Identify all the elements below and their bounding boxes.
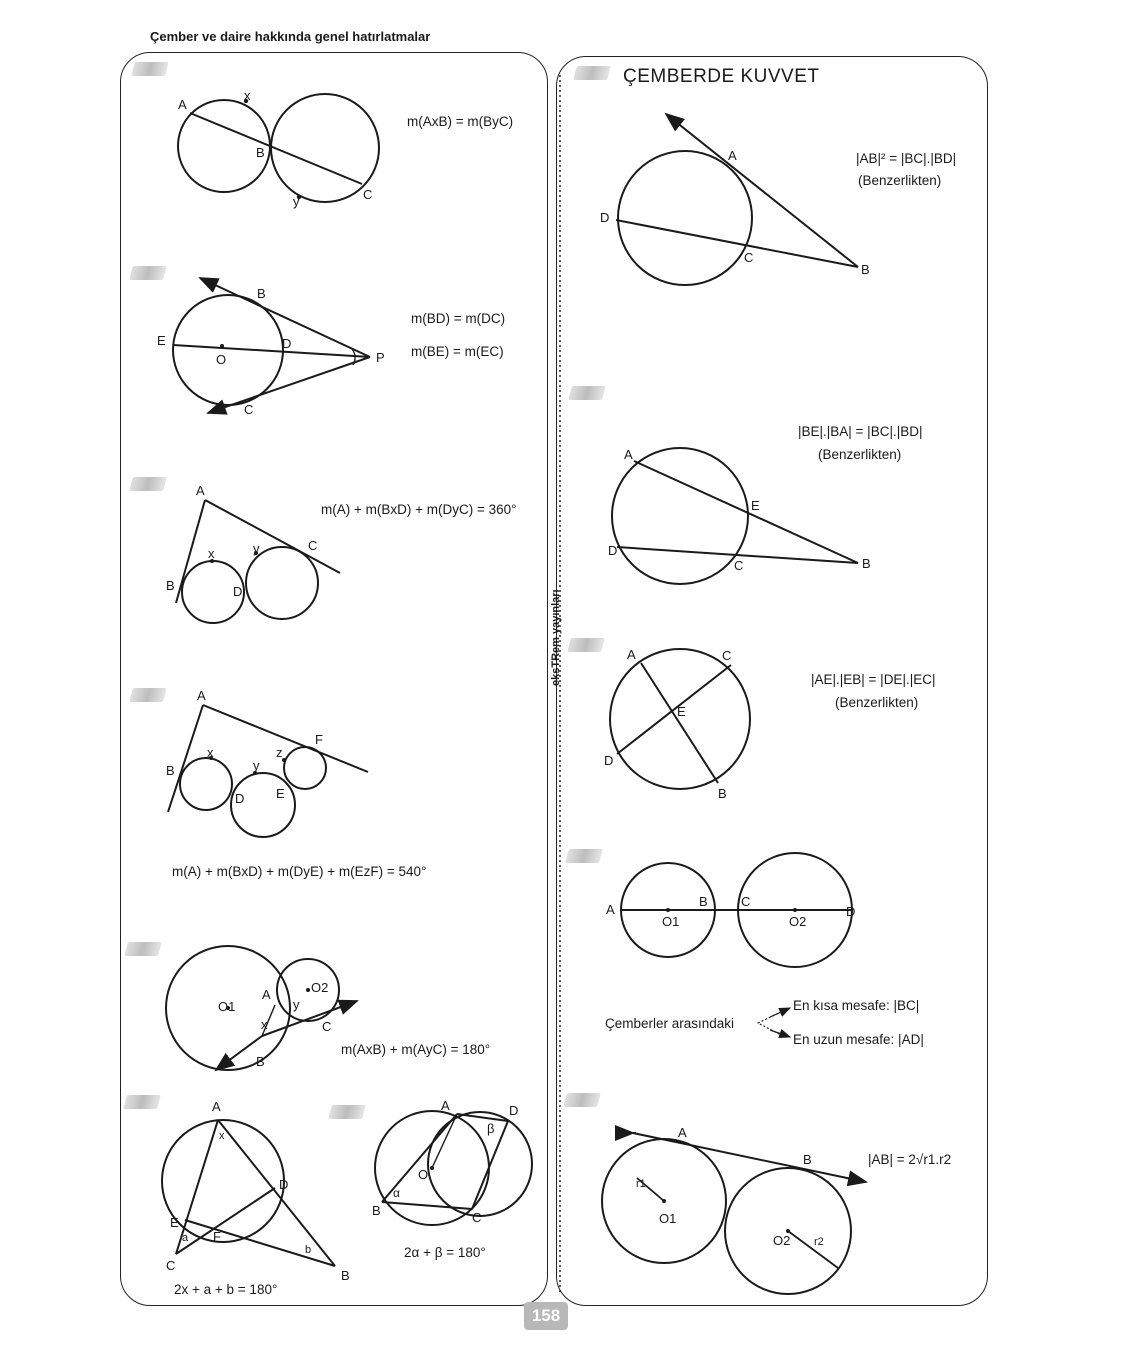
- point-label: B: [257, 286, 266, 301]
- point-label: A: [606, 902, 615, 917]
- equation-note: (Benzerlikten): [858, 173, 942, 188]
- point-label: x: [207, 745, 214, 760]
- point-label: a: [182, 1232, 189, 1244]
- point-label: C: [322, 1019, 332, 1034]
- equation: m(A) + m(BxD) + m(DyC) = 360°: [321, 502, 517, 517]
- longest-distance: En uzun mesafe: |AD|: [793, 1032, 924, 1047]
- point-label: B: [341, 1268, 350, 1283]
- equation: |AE|.|EB| = |DE|.|EC|: [811, 672, 936, 687]
- point-label: D: [235, 791, 245, 806]
- equation: m(AxB) = m(ByC): [407, 114, 514, 129]
- point-label: B: [166, 763, 175, 778]
- point-label: A: [441, 1098, 450, 1113]
- point-label: A: [196, 483, 205, 498]
- point-label: A: [262, 987, 271, 1002]
- point-label: D: [604, 753, 614, 768]
- page-title: Çember ve daire hakkında genel hatırlatmalar: [150, 29, 431, 44]
- point-label: E: [157, 333, 166, 348]
- figure-power-tangent-secant: [616, 114, 858, 285]
- point-label: α: [393, 1186, 400, 1200]
- point-label: B: [256, 145, 265, 160]
- figure-external-tangent-circles: [166, 946, 357, 1070]
- point-label: F: [213, 1229, 221, 1244]
- page-number: 158: [524, 1302, 568, 1330]
- figure-common-tangent: [602, 1133, 866, 1294]
- point-label: E: [170, 1215, 179, 1230]
- point-label: C: [472, 1210, 482, 1225]
- point-label: C: [734, 558, 744, 573]
- point-label: D: [846, 904, 856, 919]
- shortest-distance: En kısa mesafe: |BC|: [793, 998, 920, 1013]
- distance-lead: Çemberler arasındaki: [605, 1016, 735, 1031]
- point-label: y: [293, 997, 300, 1012]
- point-label: D: [509, 1103, 519, 1118]
- figure-angle-three-circles: [168, 705, 368, 837]
- point-label: x: [261, 1017, 268, 1032]
- point-label: b: [305, 1244, 312, 1256]
- point-label: B: [718, 786, 727, 801]
- point-label: B: [803, 1152, 812, 1167]
- point-label: D: [279, 1177, 289, 1192]
- point-label: y: [253, 541, 260, 556]
- section-title: ÇEMBERDE KUVVET: [623, 66, 820, 87]
- equation: 2x + a + b = 180°: [174, 1282, 278, 1297]
- figure-two-intersecting-circles: [375, 1111, 532, 1225]
- point-label: C: [308, 538, 318, 553]
- point-label: x: [244, 88, 251, 103]
- point-label: r1: [636, 1178, 646, 1190]
- point-label: O: [418, 1167, 429, 1182]
- equation: m(BD) = m(DC): [411, 311, 506, 326]
- equation-note: (Benzerlikten): [818, 447, 902, 462]
- point-label: O2: [789, 914, 807, 929]
- figure-power-intersecting-chords: [610, 649, 750, 789]
- point-label: A: [627, 647, 636, 662]
- point-label: O1: [662, 914, 680, 929]
- figure-two-tangent-circles: [178, 94, 379, 202]
- figure-angle-two-circles: [176, 500, 340, 623]
- point-label: O2: [311, 980, 329, 995]
- equation: |BE|.|BA| = |BC|.|BD|: [798, 424, 923, 439]
- point-label: P: [376, 350, 385, 365]
- point-label: A: [624, 447, 633, 462]
- point-label: A: [728, 148, 737, 163]
- point-label: C: [744, 250, 754, 265]
- point-label: C: [166, 1258, 176, 1273]
- point-label: A: [178, 97, 187, 112]
- point-label: E: [677, 704, 686, 719]
- equation: 2α + β = 180°: [404, 1245, 486, 1260]
- point-label: B: [861, 262, 870, 277]
- point-label: B: [862, 556, 871, 571]
- point-label: x: [219, 1130, 225, 1142]
- point-label: E: [276, 786, 285, 801]
- point-label: y: [293, 194, 300, 209]
- equation: m(A) + m(BxD) + m(DyE) + m(EzF) = 540°: [172, 864, 427, 879]
- equation: m(BE) = m(EC): [411, 344, 504, 359]
- point-label: B: [699, 894, 708, 909]
- point-label: r2: [814, 1236, 824, 1248]
- point-label: O1: [218, 999, 236, 1014]
- point-label: E: [751, 498, 760, 513]
- point-label: C: [363, 187, 373, 202]
- point-label: D: [233, 584, 243, 599]
- point-label: C: [244, 402, 254, 417]
- equation: m(AxB) + m(AyC) = 180°: [341, 1042, 491, 1057]
- point-label: β: [487, 1121, 495, 1136]
- point-label: O1: [659, 1211, 677, 1226]
- equation: |AB| = 2√r1.r2: [868, 1152, 952, 1167]
- point-label: D: [600, 210, 610, 225]
- point-label: A: [678, 1125, 687, 1140]
- point-label: x: [208, 546, 215, 561]
- point-label: O: [216, 352, 227, 367]
- point-label: C: [722, 648, 732, 663]
- point-label: F: [315, 732, 323, 747]
- equation: |AB|² = |BC|.|BD|: [856, 151, 957, 166]
- point-label: y: [253, 758, 260, 773]
- point-label: B: [256, 1054, 265, 1069]
- point-label: A: [197, 688, 206, 703]
- publisher-side-text: eksTRem yayınları: [550, 589, 562, 686]
- point-label: B: [372, 1203, 381, 1218]
- point-label: A: [212, 1099, 221, 1114]
- point-label: B: [166, 578, 175, 593]
- equation-note: (Benzerlikten): [835, 695, 919, 710]
- point-label: C: [741, 894, 751, 909]
- point-label: D: [608, 543, 618, 558]
- point-label: D: [282, 336, 292, 351]
- figure-tangents-from-point: [173, 278, 370, 413]
- point-label: O2: [773, 1233, 791, 1248]
- point-label: z: [276, 745, 283, 760]
